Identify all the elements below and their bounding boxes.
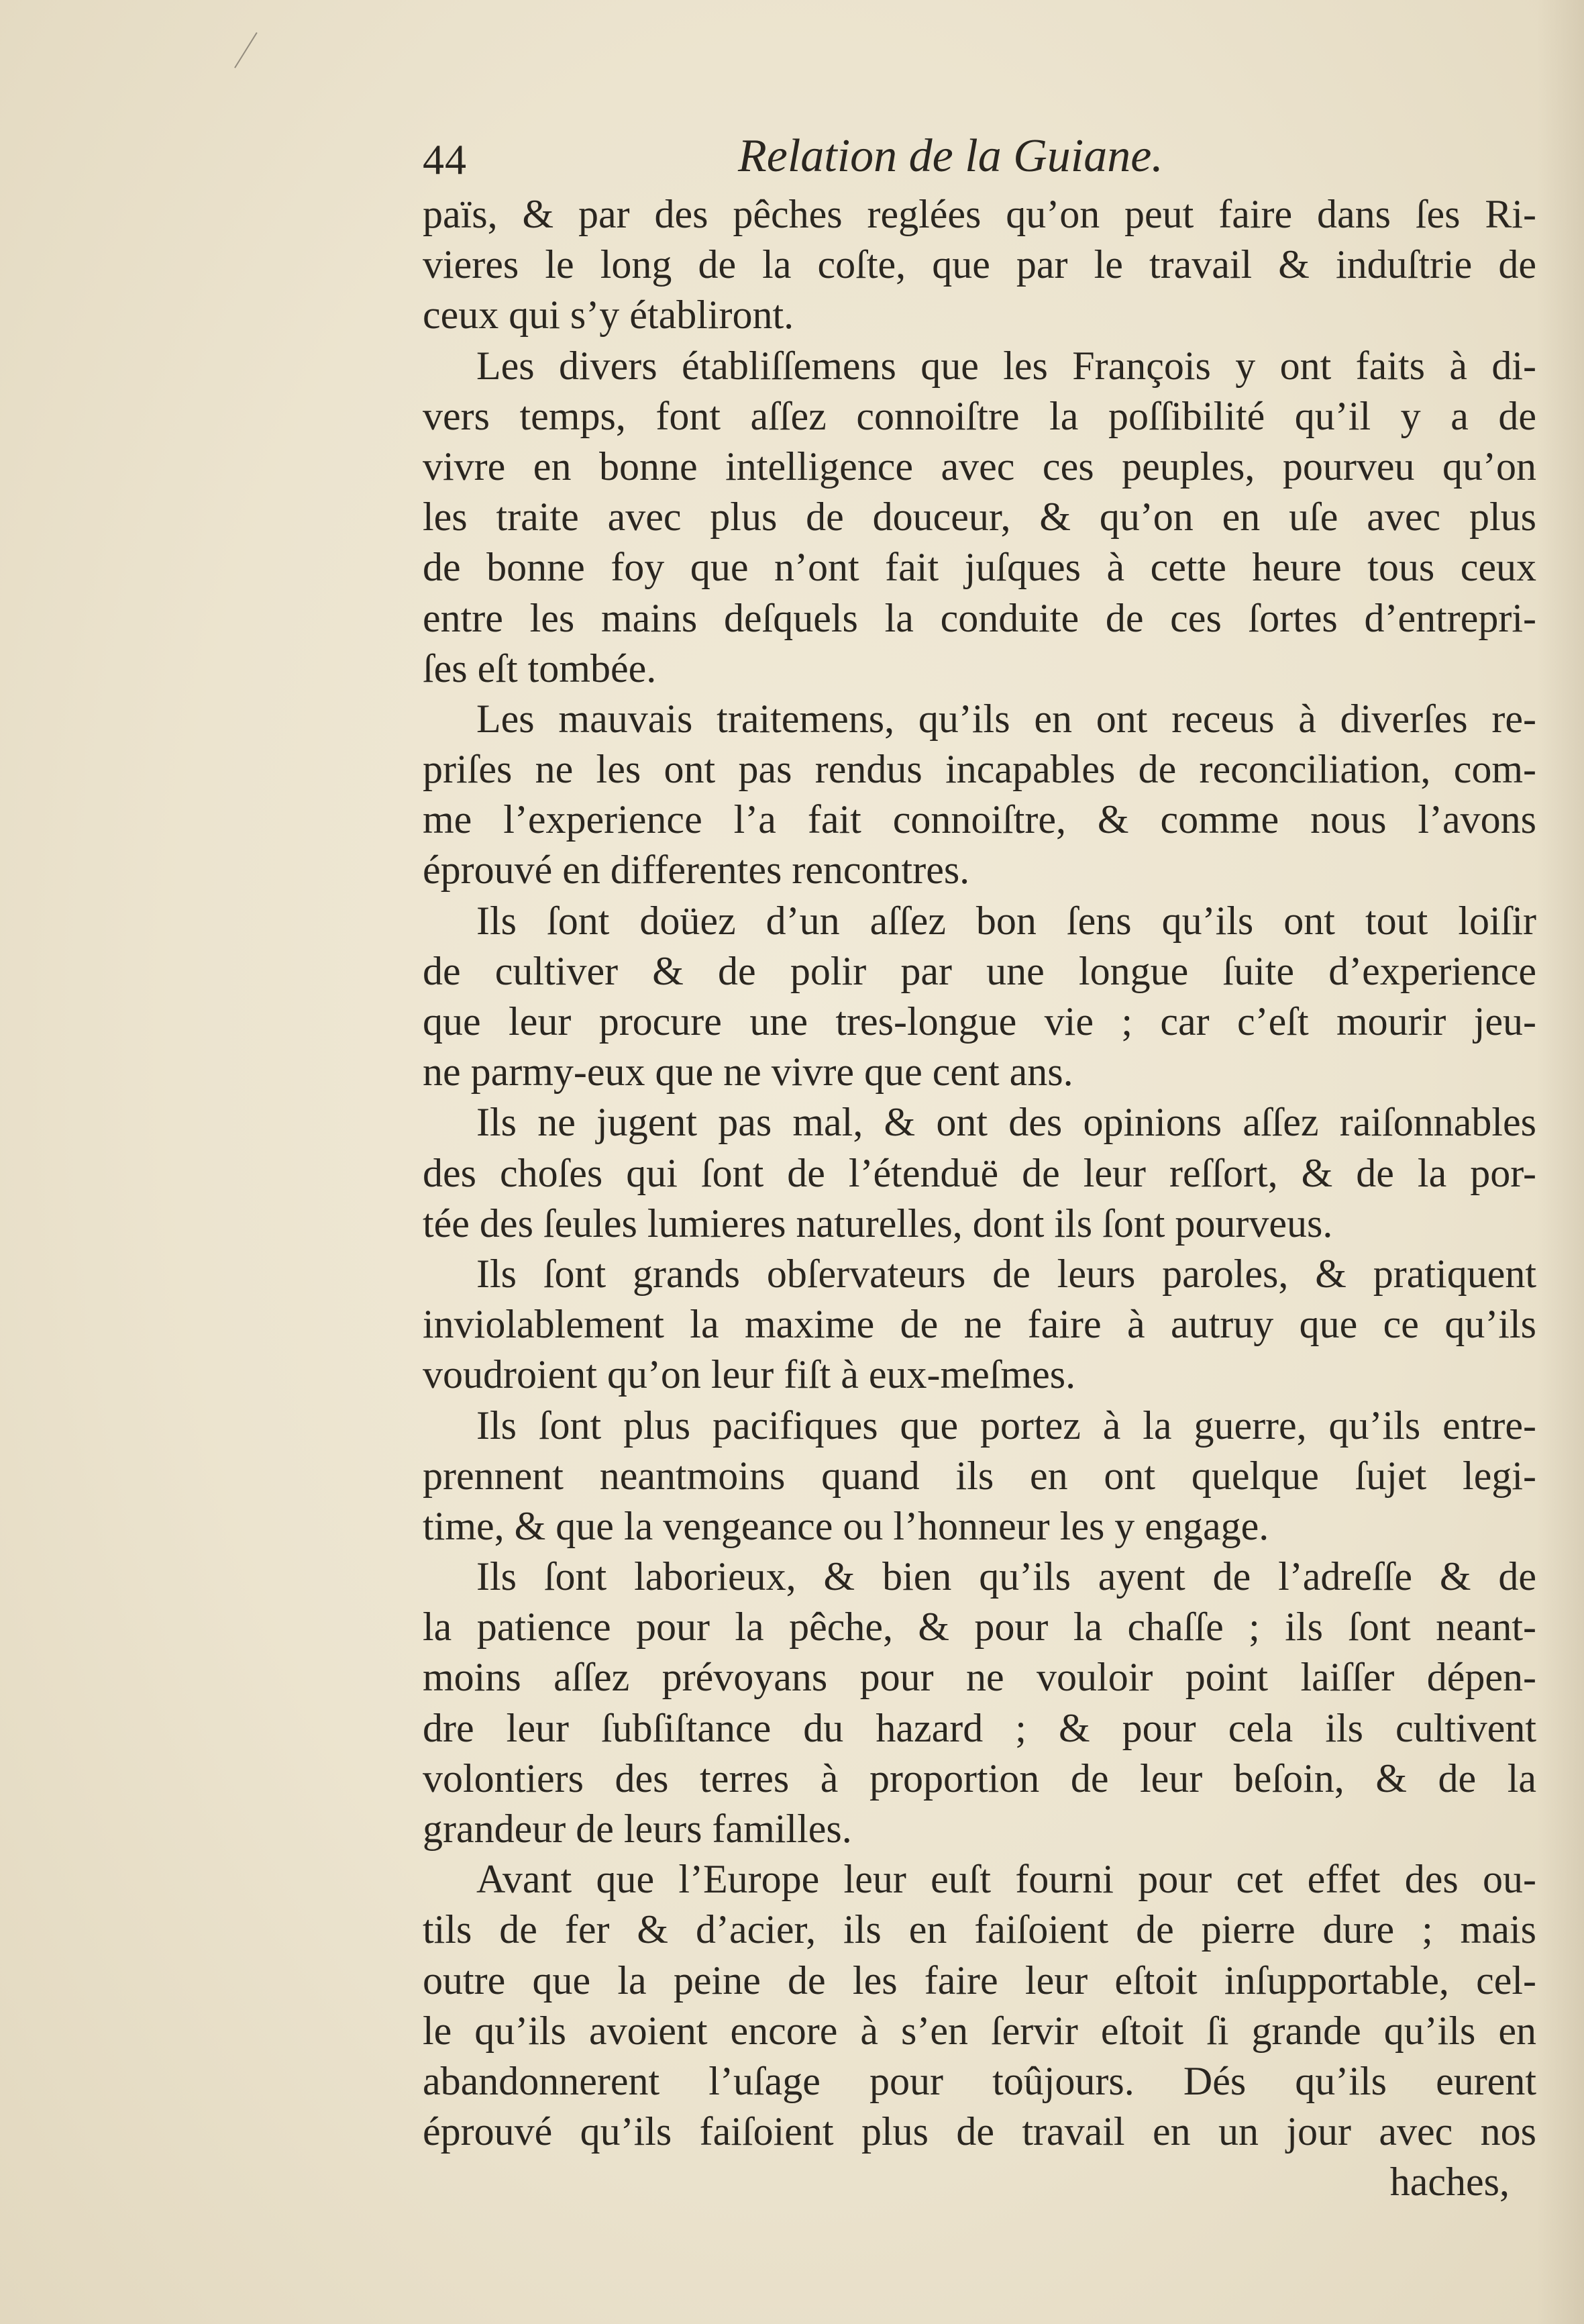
text-line: les traite avec plus de douceur, & qu’on en uſe avec plus xyxy=(423,495,1536,540)
text-line: Ils ſont grands obſervateurs de leurs paroles, & pratiquent xyxy=(476,1251,1536,1296)
text-line: time, & que la vengeance ou l’honneur les y engage. xyxy=(423,1503,1269,1548)
page-number: 44 xyxy=(423,136,467,183)
text-line: ceux qui s’y établiront. xyxy=(423,293,794,338)
text-line: moins aſſez prévoyans pour ne vouloir point laiſſer dépen- xyxy=(423,1655,1536,1700)
text-line: vieres le long de la coſte, que par le travail & induſtrie de xyxy=(423,242,1536,287)
text-line: Ils ſont doüez d’un aſſez bon ſens qu’ils ont tout loiſir xyxy=(476,898,1536,943)
text-line: païs, & par des pêches reglées qu’on peut faire dans ſes Ri- xyxy=(423,192,1536,236)
text-line: de bonne foy que n’ont fait juſques à cette heure tous ceux xyxy=(423,545,1536,590)
page-edge-shading xyxy=(1537,0,1584,2324)
text-line: tils de fer & d’acier, ils en faiſoient de pierre dure ; mais xyxy=(423,1907,1536,1952)
catchword: haches, xyxy=(1389,2160,1510,2205)
text-line: vers temps, font aſſez connoiſtre la poſſibilité qu’il y a de xyxy=(423,393,1536,438)
text-line: éprouvé en differentes rencontres. xyxy=(423,848,970,893)
text-line: ne parmy-eux que ne vivre que cent ans. xyxy=(423,1050,1073,1095)
text-line: volontiers des terres à proportion de leur beſoin, & de la xyxy=(423,1756,1536,1801)
text-line: outre que la peine de les faire leur eſtoit inſupportable, cel- xyxy=(423,1958,1536,2003)
text-line: Ils ſont laborieux, & bien qu’ils ayent de l’adreſſe & de xyxy=(476,1554,1536,1599)
text-line: le qu’ils avoient encore à s’en ſervir eſtoit ſi grande qu’ils en xyxy=(423,2008,1536,2053)
text-line: voudroient qu’on leur fiſt à eux-meſmes. xyxy=(423,1352,1076,1397)
running-header xyxy=(423,126,1228,187)
text-line: me l’experience l’a fait connoiſtre, & comme nous l’avons xyxy=(423,797,1536,842)
text-line: éprouvé qu’ils faiſoient plus de travail en un jour avec nos xyxy=(423,2109,1536,2154)
text-line: Ils ſont plus pacifiques que portez à la guerre, qu’ils entre- xyxy=(476,1403,1536,1448)
text-line: prennent neantmoins quand ils en ont quelque ſujet legi- xyxy=(423,1453,1536,1498)
text-line: vivre en bonne intelligence avec ces peuples, pourveu qu’on xyxy=(423,444,1536,489)
text-line: des choſes qui ſont de l’étenduë de leur reſſort, & de la por- xyxy=(423,1150,1536,1195)
text-line: de cultiver & de polir par une longue ſuite d’experience xyxy=(423,948,1536,993)
text-line: priſes ne les ont pas rendus incapables de reconciliation, com- xyxy=(423,747,1536,792)
stray-pen-mark xyxy=(234,32,258,68)
text-line: entre les mains deſquels la conduite de ces ſortes d’entrepri- xyxy=(423,595,1536,640)
text-line: que leur procure une tres-longue vie ; car c’eſt mourir jeu- xyxy=(423,999,1536,1044)
text-line: la patience pour la pêche, & pour la chaſſe ; ils ſont neant- xyxy=(423,1605,1536,1650)
text-line: Ils ne jugent pas mal, & ont des opinions aſſez raiſonnables xyxy=(476,1100,1536,1145)
text-line: Les divers établiſſemens que les François y ont faits à di- xyxy=(476,343,1536,388)
text-line: Avant que l’Europe leur euſt fourni pour cet effet des ou- xyxy=(476,1857,1536,1902)
text-line: grandeur de leurs familles. xyxy=(423,1807,852,1851)
running-title: Relation de la Guiane. xyxy=(738,130,1163,182)
text-line: abandonnerent l’uſage pour toûjours. Dés qu’ils eurent xyxy=(423,2058,1536,2103)
text-line: tée des ſeules lumieres naturelles, dont ils ſont pourveus. xyxy=(423,1201,1333,1246)
text-line: dre leur ſubſiſtance du hazard ; & pour cela ils cultivent xyxy=(423,1705,1536,1750)
text-line: inviolablement la maxime de ne faire à autruy que ce qu’ils xyxy=(423,1302,1536,1347)
body-text xyxy=(423,189,1536,2208)
text-line: ſes eſt tombée. xyxy=(423,646,657,691)
text-line: Les mauvais traitemens, qu’ils en ont receus à diverſes re- xyxy=(476,696,1536,741)
